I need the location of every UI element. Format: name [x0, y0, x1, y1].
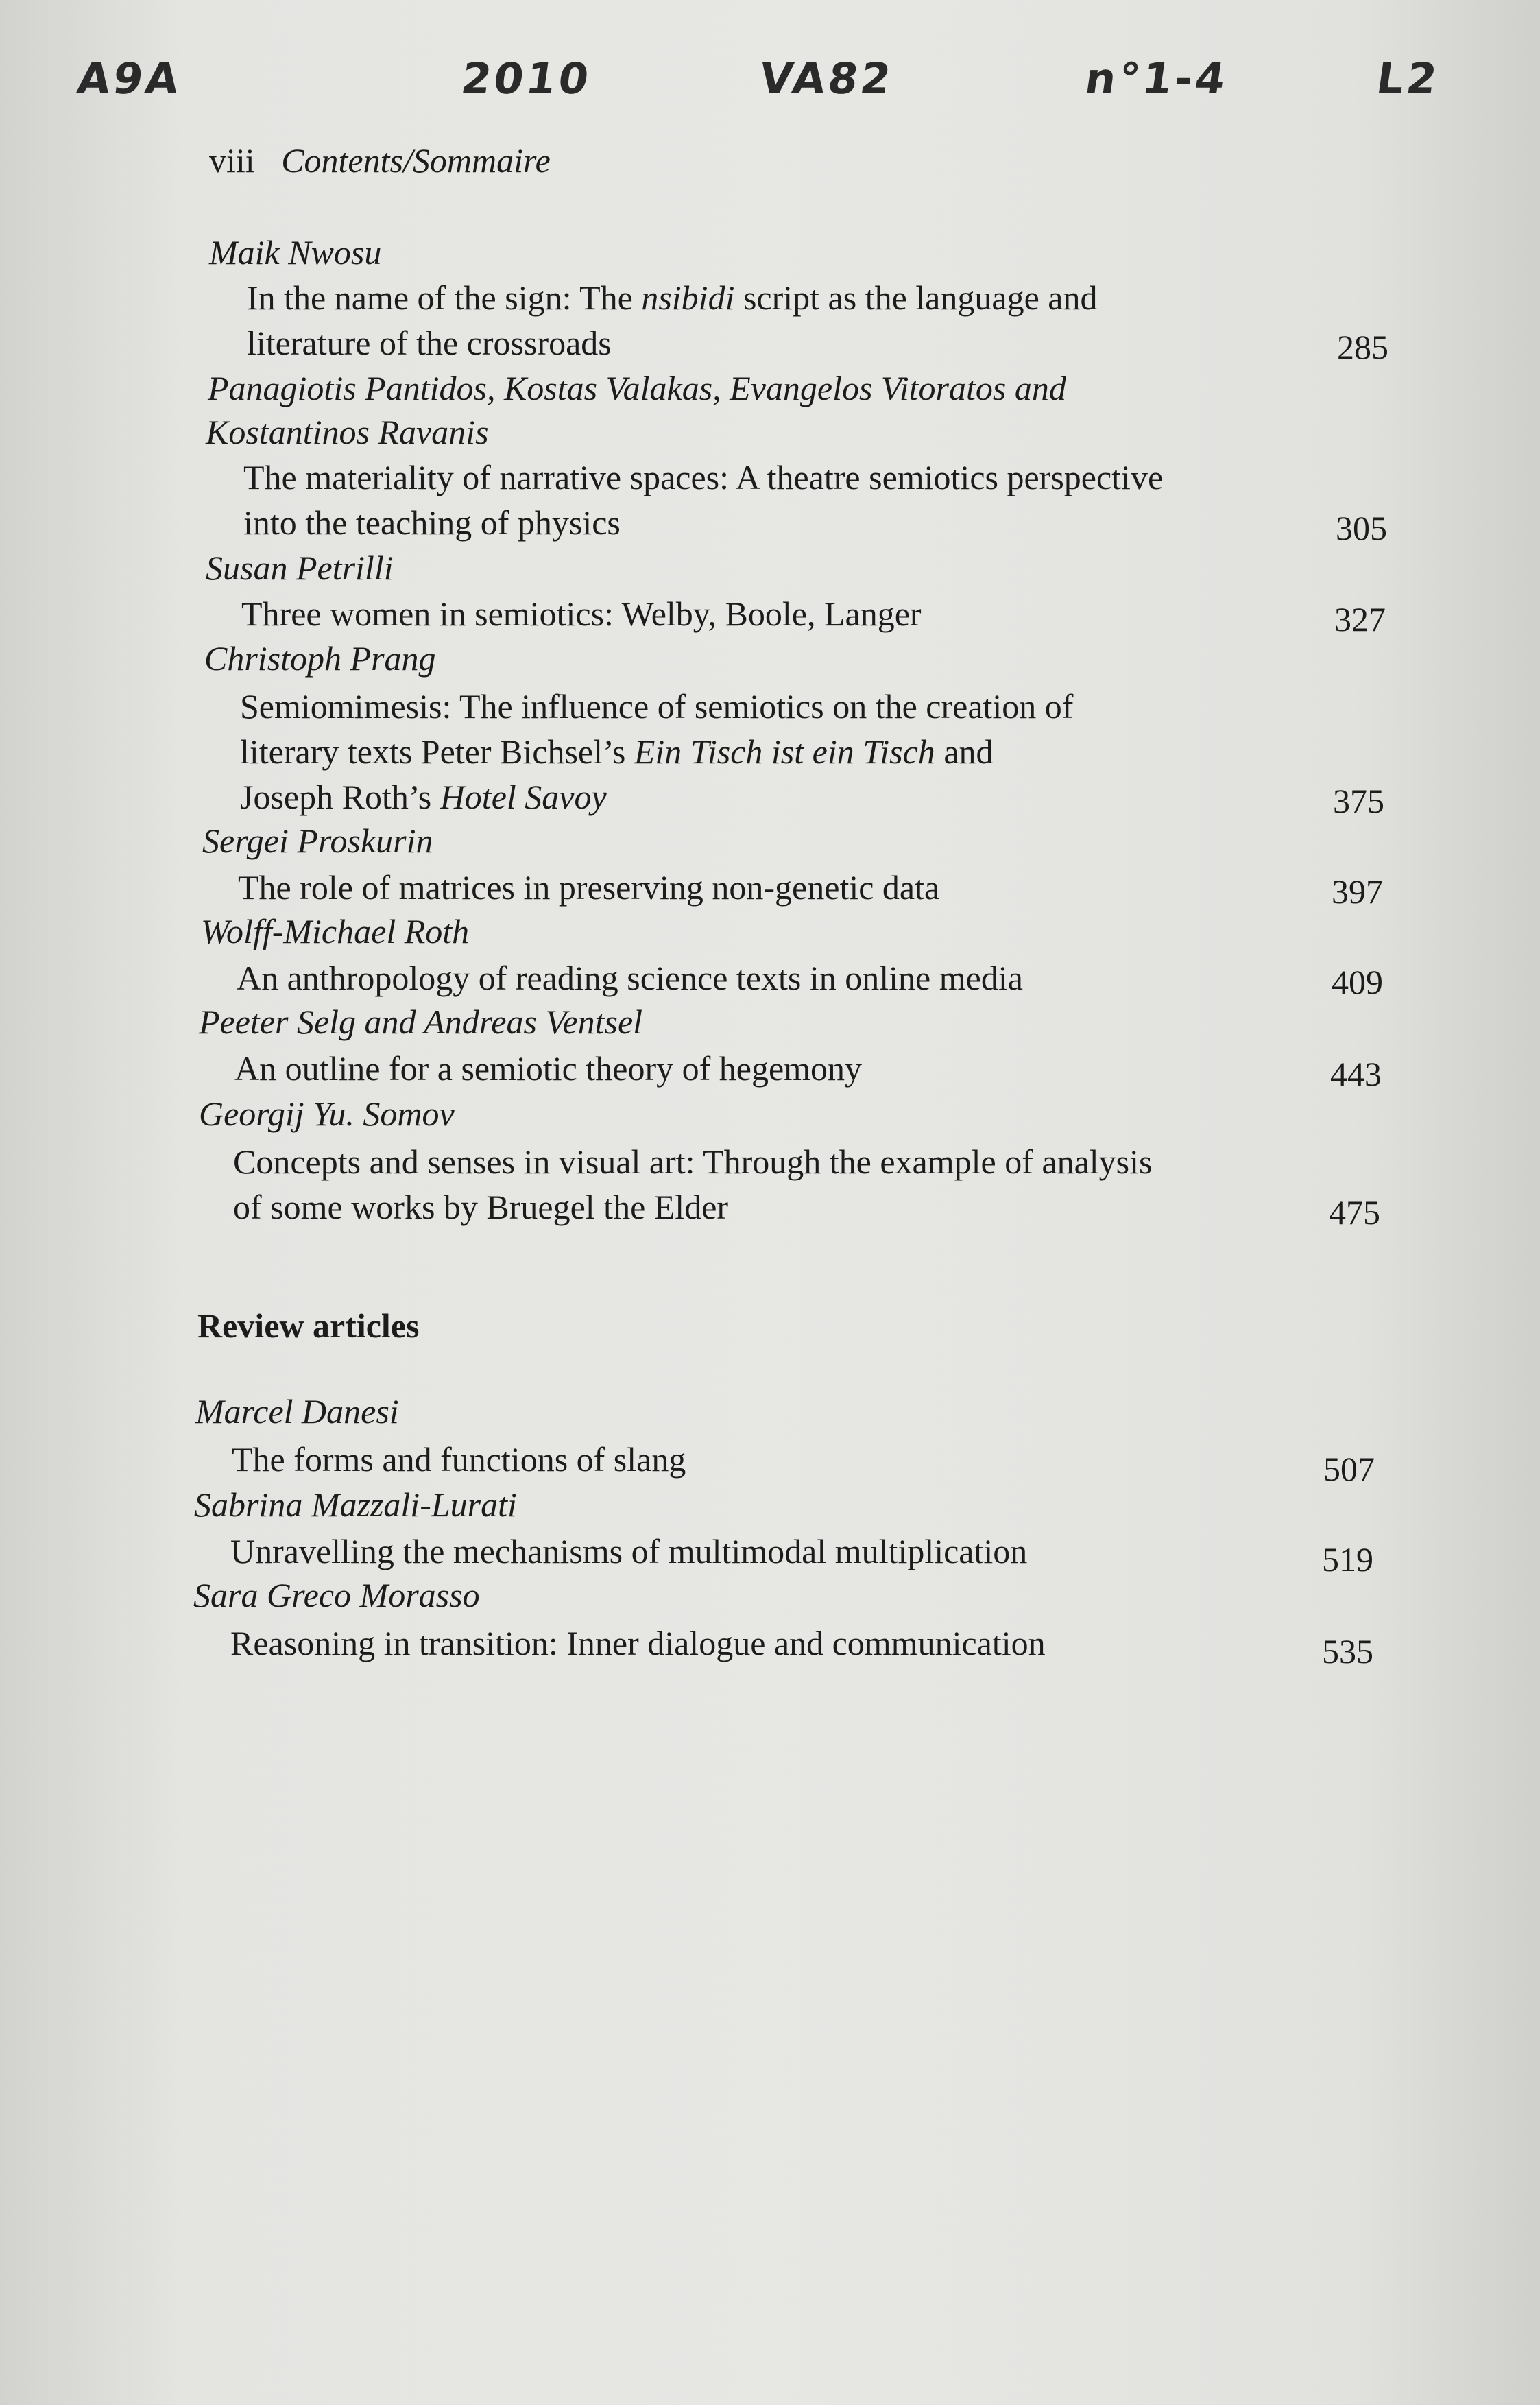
- handwritten-code: L2: [1373, 53, 1443, 104]
- toc-title: An outline for a semiotic theory of hegemony: [234, 1049, 863, 1088]
- toc-author: Sergei Proskurin: [202, 822, 433, 860]
- toc-title-text: literary texts Peter Bichsel’s: [240, 732, 634, 771]
- toc-author: Susan Petrilli: [206, 549, 394, 587]
- toc-title-italic: Hotel Savoy: [440, 778, 607, 816]
- toc-title: Semiomimesis: The influence of semiotics on the creation of: [240, 687, 1074, 726]
- toc-page-number: 475: [1329, 1193, 1380, 1232]
- toc-title-text: In the name of the sign: The: [247, 278, 642, 317]
- toc-author: Panagiotis Pantidos, Kostas Valakas, Evangelos Vitoratos and: [208, 369, 1066, 407]
- toc-page-number: 507: [1323, 1450, 1375, 1488]
- toc-title-italic: nsibidi: [641, 278, 735, 317]
- toc-title-italic: Ein Tisch ist ein Tisch: [634, 732, 935, 771]
- toc-author: Peeter Selg and Andreas Ventsel: [199, 1003, 643, 1041]
- toc-title: Reasoning in transition: Inner dialogue and communication: [230, 1624, 1046, 1662]
- toc-title: The role of matrices in preserving non-genetic data: [238, 868, 940, 907]
- toc-title: [240, 731, 994, 772]
- toc-title: An anthropology of reading science texts in online media: [237, 959, 1023, 997]
- page-title: Contents/Sommaire: [281, 141, 551, 180]
- toc-title: Concepts and senses in visual art: Through the example of analysis: [233, 1142, 1153, 1181]
- toc-page-number: 397: [1332, 872, 1383, 911]
- toc-title: Unravelling the mechanisms of multimodal multiplication: [230, 1532, 1028, 1570]
- toc-page-number: 443: [1330, 1055, 1382, 1093]
- toc-author: Christoph Prang: [204, 639, 436, 678]
- toc-author: Kostantinos Ravanis: [206, 413, 489, 451]
- toc-page-number: 285: [1337, 328, 1388, 366]
- toc-page-number: 519: [1322, 1540, 1373, 1579]
- toc-page-number: 375: [1333, 782, 1384, 820]
- toc-author: Maik Nwosu: [209, 233, 382, 272]
- toc-title: [240, 776, 607, 817]
- toc-author: Sara Greco Morasso: [193, 1576, 480, 1614]
- toc-author: Sabrina Mazzali-Lurati: [194, 1485, 517, 1524]
- toc-title: [247, 277, 1097, 318]
- toc-page-number: 535: [1322, 1632, 1373, 1671]
- toc-title: The forms and functions of slang: [232, 1440, 686, 1479]
- toc-title-text: script as the language and: [734, 278, 1098, 317]
- toc-page-number: 409: [1332, 963, 1383, 1001]
- handwritten-issue: n°1-4: [1082, 53, 1231, 104]
- toc-title: The materiality of narrative spaces: A theatre semiotics perspective: [243, 458, 1164, 496]
- handwritten-volume: VA82: [756, 53, 897, 104]
- toc-author: Georgij Yu. Somov: [199, 1094, 455, 1133]
- section-heading: Review articles: [197, 1306, 420, 1345]
- toc-author: Wolff-Michael Roth: [201, 912, 470, 950]
- toc-title: literature of the crossroads: [247, 324, 612, 362]
- toc-page-number: 327: [1334, 600, 1386, 638]
- toc-title-text: Joseph Roth’s: [240, 778, 440, 816]
- page-number: viii: [209, 141, 255, 180]
- toc-title: of some works by Bruegel the Elder: [233, 1188, 729, 1226]
- handwritten-year: 2010: [458, 53, 594, 104]
- toc-title: into the teaching of physics: [243, 503, 621, 542]
- toc-author: Marcel Danesi: [195, 1392, 399, 1431]
- toc-title-text: and: [935, 732, 994, 771]
- toc-title: Three women in semiotics: Welby, Boole, Langer: [241, 595, 922, 633]
- toc-page-number: 305: [1336, 509, 1387, 547]
- handwritten-mark: A9A: [74, 53, 185, 104]
